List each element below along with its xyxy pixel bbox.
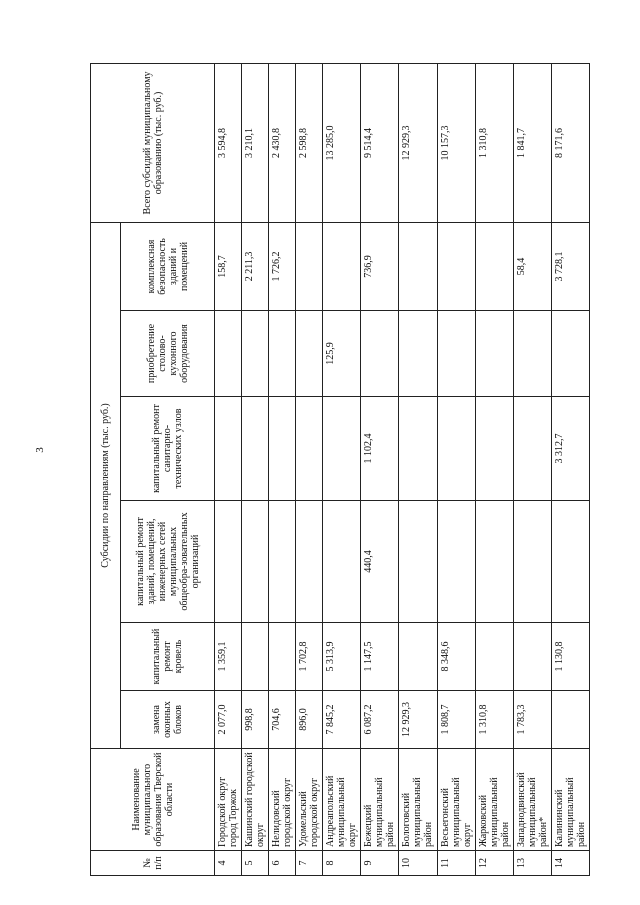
row-num-cell: 9	[361, 851, 399, 876]
row-safety-cell	[323, 222, 361, 310]
row-num-cell: 12	[475, 851, 513, 876]
header-total: Всего субсидий муниципальному образованию (тыс. руб.)	[91, 63, 215, 222]
table-row	[475, 63, 513, 875]
header-roof: капитальный ремонт кровель	[121, 623, 215, 691]
row-kitchen-cell	[475, 311, 513, 397]
row-windows-cell: 896,0	[296, 691, 323, 749]
row-name-cell: Бологовский муниципальный район	[399, 749, 437, 851]
row-sanitary-cell	[242, 397, 269, 501]
row-name-cell: Весьегонский муниципальный округ	[437, 749, 475, 851]
row-name-cell: Удомельский городской округ	[296, 749, 323, 851]
row-kitchen-cell	[513, 311, 551, 397]
row-safety-cell: 158,7	[215, 222, 242, 310]
row-roof-cell	[269, 623, 296, 691]
row-name-cell: Нелидовский городской округ	[269, 749, 296, 851]
row-buildings-cell	[513, 501, 551, 623]
table-row	[215, 63, 242, 875]
header-windows: замена оконных блоков	[121, 691, 215, 749]
row-windows-cell	[551, 691, 589, 749]
row-windows-cell: 998,8	[242, 691, 269, 749]
row-num-cell: 13	[513, 851, 551, 876]
row-total-cell: 1 310,8	[475, 63, 513, 222]
row-kitchen-cell	[551, 311, 589, 397]
row-num-cell: 14	[551, 851, 589, 876]
header-subsidy-group: Субсидии по направлениям (тыс. руб.)	[91, 222, 121, 748]
row-buildings-cell	[475, 501, 513, 623]
row-sanitary-cell: 3 312,7	[551, 397, 589, 501]
header-num: № п/п	[91, 851, 215, 876]
row-roof-cell: 8 348,6	[437, 623, 475, 691]
header-buildings: капитальный ремонт зданий, помещений, инженерных сетей муниципальных общеобра-зовательных организаций	[121, 501, 215, 623]
row-total-cell: 3 594,8	[215, 63, 242, 222]
row-total-cell: 12 929,3	[399, 63, 437, 222]
row-num-cell: 10	[399, 851, 437, 876]
row-sanitary-cell: 1 102,4	[361, 397, 399, 501]
row-name-cell: Калининский муниципальный район	[551, 749, 589, 851]
table-row	[269, 63, 296, 875]
table-row	[437, 63, 475, 875]
row-name-cell: Западнодвинский муниципальный район*	[513, 749, 551, 851]
table-row	[296, 63, 323, 875]
row-roof-cell	[513, 623, 551, 691]
row-buildings-cell	[269, 501, 296, 623]
row-kitchen-cell: 125,9	[323, 311, 361, 397]
row-num-cell: 7	[296, 851, 323, 876]
row-num-cell: 11	[437, 851, 475, 876]
table-body	[215, 63, 590, 875]
row-total-cell: 2 430,8	[269, 63, 296, 222]
row-windows-cell: 2 077,0	[215, 691, 242, 749]
table-row	[551, 63, 589, 875]
row-windows-cell: 1 808,7	[437, 691, 475, 749]
row-roof-cell: 1 130,8	[551, 623, 589, 691]
row-num-cell: 6	[269, 851, 296, 876]
row-roof-cell: 1 359,1	[215, 623, 242, 691]
row-roof-cell: 1 702,8	[296, 623, 323, 691]
row-sanitary-cell	[513, 397, 551, 501]
row-sanitary-cell	[269, 397, 296, 501]
row-name-cell: Городской округ город Торжок	[215, 749, 242, 851]
table-row	[513, 63, 551, 875]
row-total-cell: 10 157,3	[437, 63, 475, 222]
row-buildings-cell	[215, 501, 242, 623]
row-sanitary-cell	[475, 397, 513, 501]
row-safety-cell: 3 728,1	[551, 222, 589, 310]
row-name-cell: Кашинский городской округ	[242, 749, 269, 851]
row-kitchen-cell	[399, 311, 437, 397]
row-buildings-cell	[296, 501, 323, 623]
row-buildings-cell	[437, 501, 475, 623]
row-kitchen-cell	[242, 311, 269, 397]
header-safety: комплексная безопасность зданий и помещений	[121, 222, 215, 310]
table-row	[399, 63, 437, 875]
row-total-cell: 8 171,6	[551, 63, 589, 222]
row-windows-cell: 6 087,2	[361, 691, 399, 749]
row-windows-cell: 1 310,8	[475, 691, 513, 749]
row-buildings-cell: 440,4	[361, 501, 399, 623]
table-row	[361, 63, 399, 875]
header-sanitary: капитальный ремонт санитарно-технических узлов	[121, 397, 215, 501]
header-name: Наименование муниципального образования Тверской области	[91, 749, 215, 851]
row-name-cell: Жарковский муниципальный район	[475, 749, 513, 851]
header-kitchen: приобретение столово-кухонного оборудования	[121, 311, 215, 397]
row-roof-cell	[399, 623, 437, 691]
row-sanitary-cell	[296, 397, 323, 501]
subsidies-table	[90, 63, 590, 876]
page-number: 3	[34, 447, 46, 453]
row-safety-cell	[437, 222, 475, 310]
row-num-cell: 5	[242, 851, 269, 876]
row-buildings-cell	[323, 501, 361, 623]
row-safety-cell	[475, 222, 513, 310]
row-safety-cell	[399, 222, 437, 310]
row-total-cell: 1 841,7	[513, 63, 551, 222]
row-kitchen-cell	[269, 311, 296, 397]
row-roof-cell	[475, 623, 513, 691]
row-windows-cell: 12 929,3	[399, 691, 437, 749]
row-total-cell: 13 285,0	[323, 63, 361, 222]
row-num-cell: 4	[215, 851, 242, 876]
row-windows-cell: 704,6	[269, 691, 296, 749]
row-kitchen-cell	[361, 311, 399, 397]
row-buildings-cell	[399, 501, 437, 623]
table-row	[242, 63, 269, 875]
row-roof-cell: 5 313,9	[323, 623, 361, 691]
row-safety-cell: 2 211,3	[242, 222, 269, 310]
row-safety-cell: 1 726,2	[269, 222, 296, 310]
row-kitchen-cell	[215, 311, 242, 397]
row-buildings-cell	[242, 501, 269, 623]
row-buildings-cell	[551, 501, 589, 623]
row-sanitary-cell	[323, 397, 361, 501]
row-num-cell: 8	[323, 851, 361, 876]
row-total-cell: 3 210,1	[242, 63, 269, 222]
row-windows-cell: 1 783,3	[513, 691, 551, 749]
row-total-cell: 2 598,8	[296, 63, 323, 222]
row-total-cell: 9 514,4	[361, 63, 399, 222]
row-roof-cell: 1 147,5	[361, 623, 399, 691]
row-safety-cell	[296, 222, 323, 310]
row-sanitary-cell	[437, 397, 475, 501]
rotated-table-container	[90, 64, 590, 876]
row-name-cell: Бежецкий муниципальный район	[361, 749, 399, 851]
row-roof-cell	[242, 623, 269, 691]
row-sanitary-cell	[215, 397, 242, 501]
row-windows-cell: 7 845,2	[323, 691, 361, 749]
row-kitchen-cell	[296, 311, 323, 397]
table-row	[323, 63, 361, 875]
row-sanitary-cell	[399, 397, 437, 501]
row-safety-cell: 58,4	[513, 222, 551, 310]
row-kitchen-cell	[437, 311, 475, 397]
row-name-cell: Андреапольский муниципальный округ	[323, 749, 361, 851]
row-safety-cell: 736,9	[361, 222, 399, 310]
